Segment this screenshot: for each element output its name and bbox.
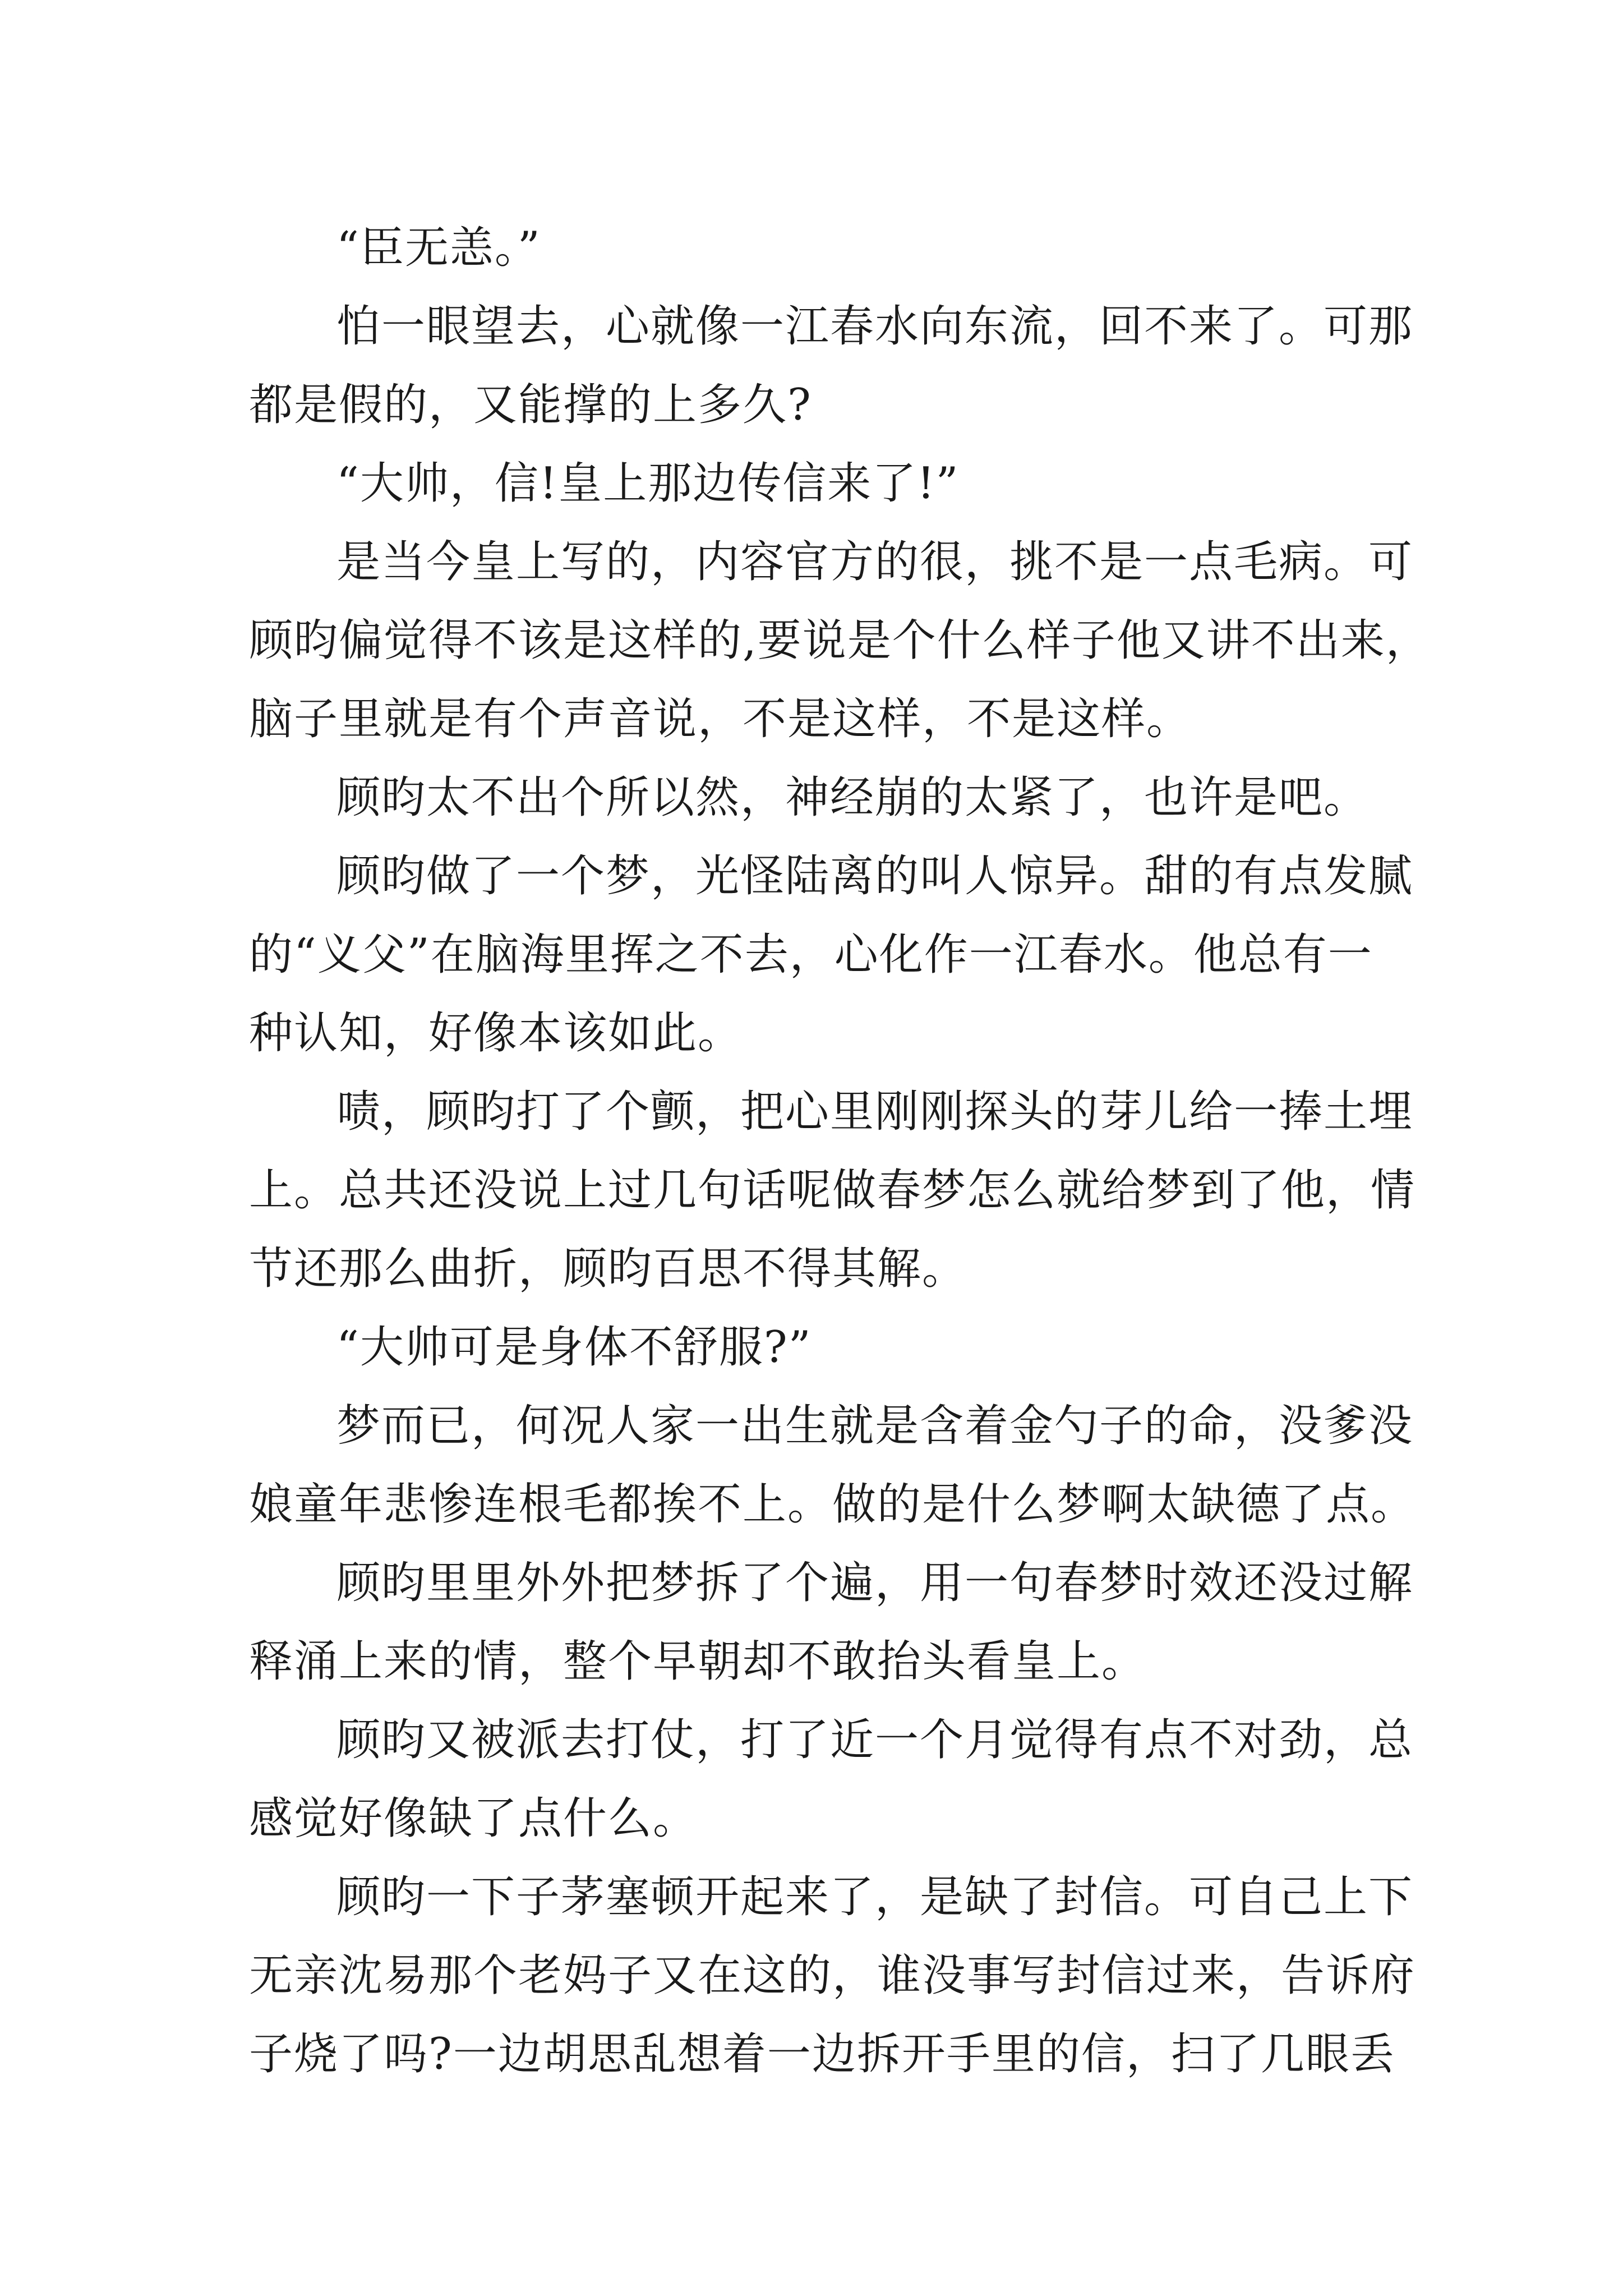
text-line: 都是假的，又能撑的上多久? [249,380,812,430]
text-line: 怕一眼望去，心就像一江春水向东流，回不来了。可那 [336,301,1414,352]
text-line: 上。总共还没说上过几句话呢做春梦怎么就给梦到了他，情 [249,1165,1416,1216]
text-line: 顾昀做了一个梦，光怪陆离的叫人惊异。甜的有点发腻 [336,851,1414,901]
text-line: “大帅，信!皇上那边传信来了!” [336,458,960,509]
text-line: 顾昀太不出个所以然，神经崩的太紧了，也许是吧。 [336,772,1369,823]
text-line: 种认知，好像本该如此。 [249,1008,743,1059]
text-line: “大帅可是身体不舒服?” [336,1322,812,1373]
text-line: 顾昀里里外外把梦拆了个遍，用一句春梦时效还没过解 [336,1558,1414,1608]
text-line: 顾昀偏觉得不该是这样的,要说是个什么样子他又讲不出来， [249,615,1431,666]
text-line: 的“义父”在脑海里挥之不去，心化作一江春水。他总有一 [249,930,1373,980]
text-line: 节还那么曲折，顾昀百思不得其解。 [249,1244,967,1294]
text-line: 子烧了吗?一边胡思乱想着一边拆开手里的信，扫了几眼丢 [249,2029,1395,2079]
text-line: 释涌上来的情，整个早朝却不敢抬头看皇上。 [249,1636,1147,1687]
text-line: 是当今皇上写的，内容官方的很，挑不是一点毛病。可 [336,537,1414,587]
text-line: “臣无恙。” [336,223,541,273]
text-line: 脑子里就是有个声音说，不是这样，不是这样。 [249,694,1192,744]
text-line: 啧，顾昀打了个颤，把心里刚刚探头的芽儿给一捧土埋 [336,1087,1414,1137]
text-line: 无亲沈易那个老妈子又在这的，谁没事写封信过来，告诉府 [249,1950,1416,2001]
text-line: 感觉好像缺了点什么。 [249,1793,698,1844]
text-line: 顾昀又被派去打仗，打了近一个月觉得有点不对劲，总 [336,1715,1414,1765]
text-line: 娘童年悲惨连根毛都挨不上。做的是什么梦啊太缺德了点。 [249,1479,1416,1530]
body-text [249,209,1431,2093]
text-line: 顾昀一下子茅塞顿开起来了，是缺了封信。可自己上下 [336,1872,1414,1922]
text-line: 梦而已，何况人家一出生就是含着金勺子的命，没爹没 [336,1401,1414,1451]
